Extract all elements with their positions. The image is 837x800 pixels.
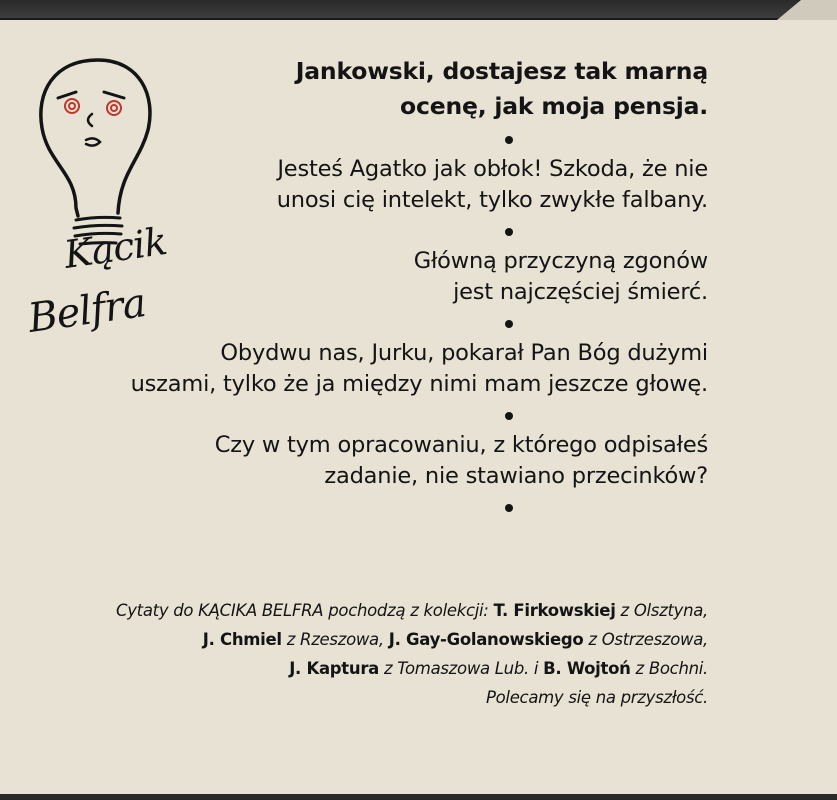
credits-line-4: Polecamy się na przyszłość. (485, 688, 708, 707)
quote-4: Obydwu nas, Jurku, pokarał Pan Bóg dużymi uszami, tylko że ja między nimi mam jeszcze głowę. (130, 340, 708, 397)
credits-line-3: J. Kaptura z Tomaszowa Lub. i B. Wojtoń z Bochni. (289, 659, 708, 678)
photo-corner (777, 0, 837, 20)
quotes-list (18, 54, 708, 522)
quote-2: Jesteś Agatko jak obłok! Szkoda, że nie unosi cię intelekt, tylko zwykłe falbany. (276, 156, 708, 213)
bullet-separator (18, 216, 708, 246)
quote-5: Czy w tym opracowaniu, z którego odpisałeś zadanie, nie stawiano przecinków? (214, 432, 708, 489)
bullet-separator (18, 492, 708, 522)
bullet-separator (18, 124, 708, 154)
credits-block (0, 596, 708, 712)
quote-3: Główną przyczyną zgonów jest najczęściej śmierć. (413, 248, 708, 305)
credits-line-2: J. Chmiel z Rzeszowa, J. Gay-Golanowskiego z Ostrzeszowa, (202, 630, 708, 649)
quote-1: Jankowski, dostajesz tak marną ocenę, jak moja pensja. (295, 57, 708, 120)
logo-title-line1: Kącik (61, 219, 170, 277)
bottom-edge (0, 794, 837, 800)
bullet-separator (18, 308, 708, 338)
logo-title-line2: Belfra (25, 280, 149, 342)
bullet-separator (18, 400, 708, 430)
credits-line-1: Cytaty do KĄCIKA BELFRA pochodzą z kolekcji: T. Firkowskiej z Olsztyna, (116, 601, 708, 620)
top-photo-edge (0, 0, 837, 20)
